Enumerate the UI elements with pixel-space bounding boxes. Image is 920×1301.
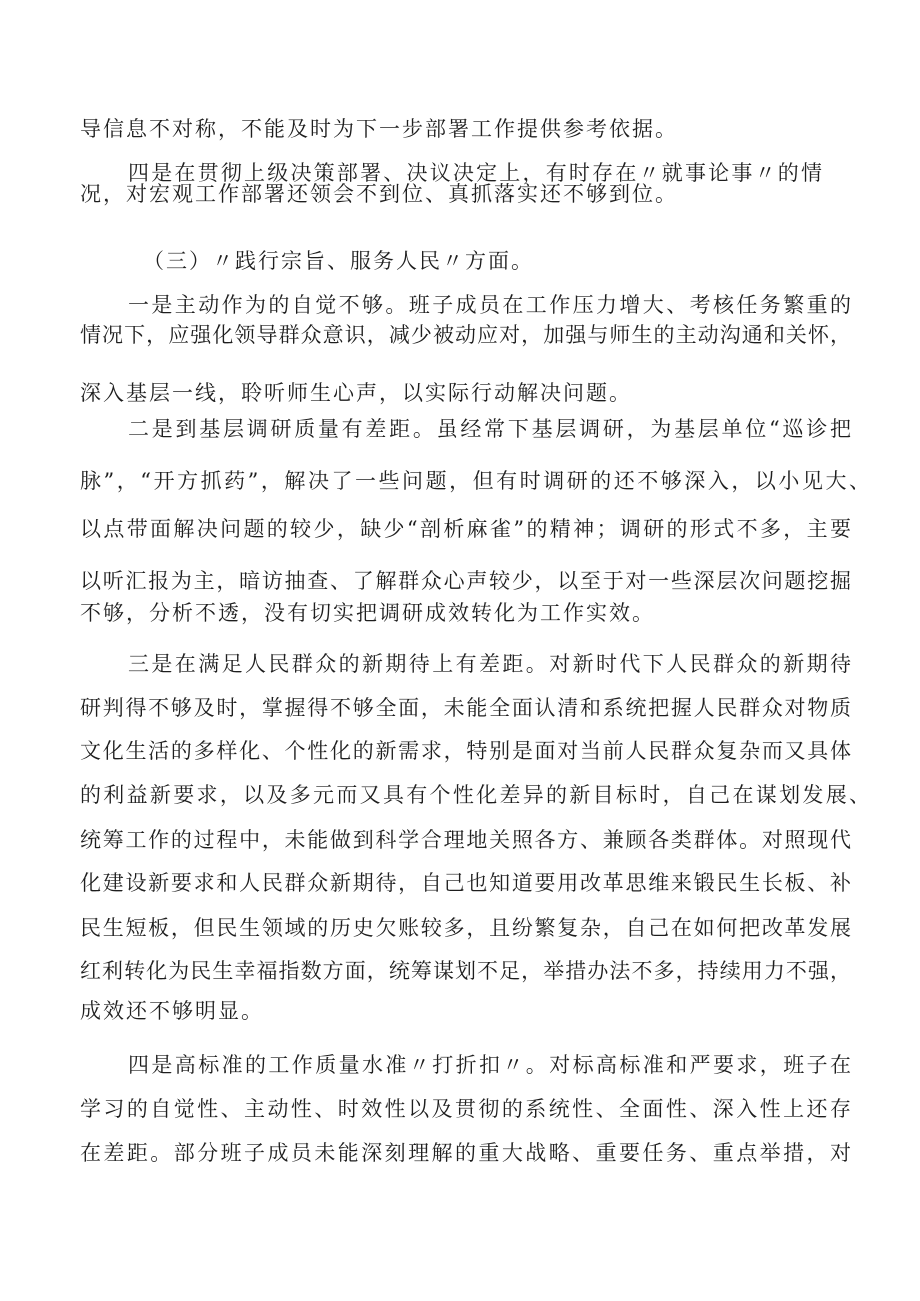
text-line: 况，对宏观工作部署还领会不到位、真抓落实还不够到位。 — [80, 182, 678, 206]
text-line: 导信息不对称，不能及时为下一步部署工作提供参考依据。 — [80, 117, 678, 141]
text-line: 学习的自觉性、主动性、时效性以及贯彻的系统性、全面性、深入性上还存 — [80, 1097, 854, 1121]
text-line: 四是高标准的工作质量水准〃打折扣〃。对标高标准和严要求，班子在 — [128, 1053, 854, 1077]
section-heading: （三）〃践行宗旨、服务人民〃方面。 — [143, 249, 534, 273]
text-line: 深入基层一线，聆听师生心声，以实际行动解决问题。 — [80, 381, 632, 405]
text-line: 化建设新要求和人民群众新期待，自己也知道要用改革思维来锻民生长板、补 — [80, 871, 853, 895]
text-line: 脉”，“开方抓药”，解决了一些问题，但有时调研的还不够深入，以小见大、 — [80, 469, 873, 493]
text-line: 二是到基层调研质量有差距。虽经常下基层调研，为基层单位“巡诊把 — [128, 417, 854, 441]
text-line: 成效还不够明显。 — [80, 999, 264, 1023]
text-line: 一是主动作为的自觉不够。班子成员在工作压力增大、考核任务繁重的 — [128, 293, 854, 317]
text-line: 情况下，应强化领导群众意识，减少被动应对，加强与师生的主动沟通和关怀， — [80, 323, 853, 347]
text-line: 文化生活的多样化、个性化的新需求，特别是面对当前人民群众复杂而又具体 — [80, 739, 853, 763]
text-line: 以听汇报为主，暗访抽查、了解群众心声较少，以至于对一些深层次问题挖掘 — [80, 569, 853, 593]
text-line: 不够，分析不透，没有切实把调研成效转化为工作实效。 — [80, 601, 655, 625]
text-line: 的利益新要求，以及多元而又具有个性化差异的新目标时，自己在谋划发展、 — [80, 783, 873, 807]
text-line: 以点带面解决问题的较少，缺少“剖析麻雀”的精神；调研的形式不多，主要 — [80, 517, 854, 541]
text-line: 在差距。部分班子成员未能深刻理解的重大战略、重要任务、重点举措，对 — [80, 1141, 854, 1165]
text-line: 红利转化为民生幸福指数方面，统筹谋划不足，举措办法不多，持续用力不强， — [80, 959, 853, 983]
text-line: 四是在贯彻上级决策部署、决议决定上，有时存在〃就事论事〃的情 — [128, 161, 825, 185]
text-line: 统筹工作的过程中，未能做到科学合理地关照各方、兼顾各类群体。对照现代 — [80, 828, 853, 852]
text-line: 民生短板，但民生领域的历史欠账较多，且纷繁复杂，自己在如何把改革发展 — [80, 916, 853, 940]
text-line: 三是在满足人民群众的新期待上有差距。对新时代下人民群众的新期待 — [128, 652, 854, 676]
text-line: 研判得不够及时，掌握得不够全面，未能全面认清和系统把握人民群众对物质 — [80, 696, 853, 720]
